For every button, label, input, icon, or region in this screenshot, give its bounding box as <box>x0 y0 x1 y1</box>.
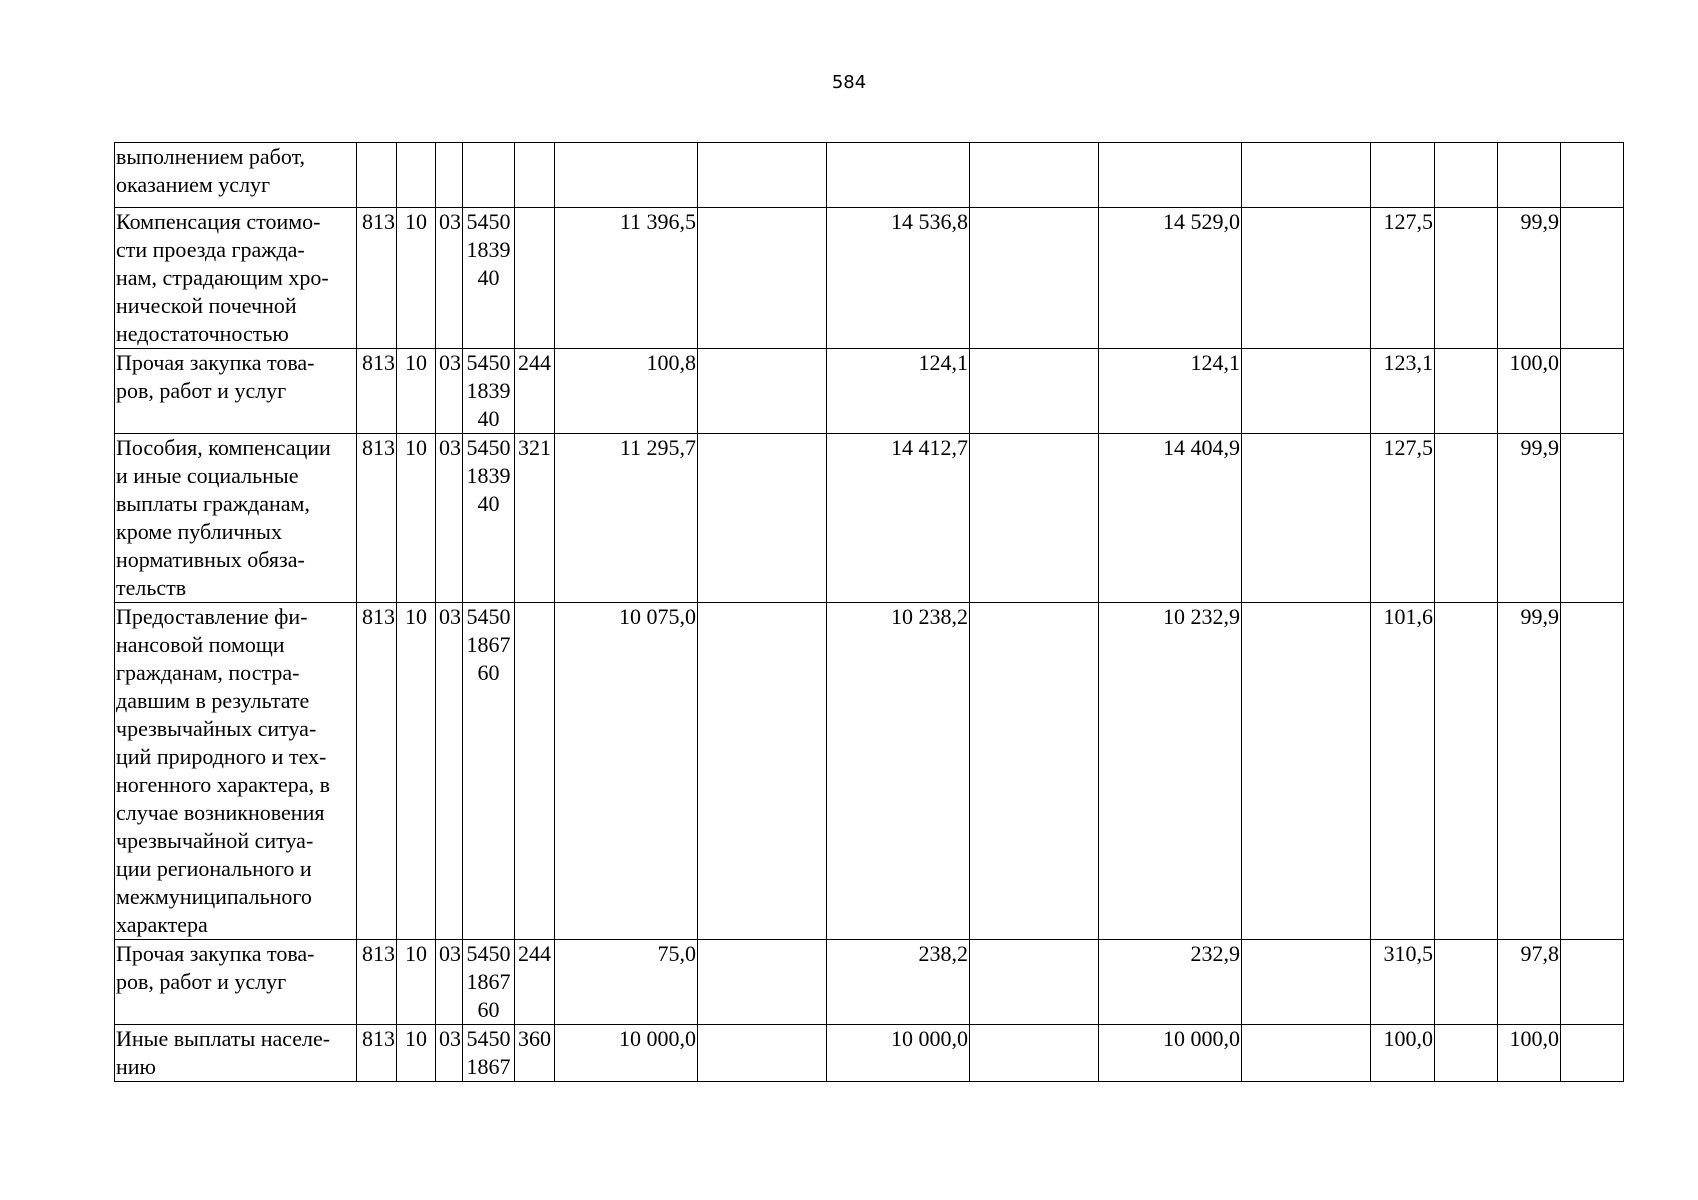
page-number: 584 <box>831 72 867 93</box>
cell-value-2: 124,1 <box>827 349 970 434</box>
cell-grbs: 813 <box>357 434 397 603</box>
cell-name <box>115 349 357 434</box>
name-line: выплаты гражданам, <box>116 491 310 516</box>
cell-value-5: 99,9 <box>1498 434 1561 603</box>
name-line: Прочая закупка това- <box>116 941 315 966</box>
empty-cell <box>1561 349 1624 434</box>
empty-cell <box>698 208 827 349</box>
empty-cell <box>1242 434 1371 603</box>
cell-grbs: 813 <box>357 1025 397 1082</box>
cell-expense-type: 244 <box>515 940 555 1025</box>
empty-cell <box>1435 603 1498 940</box>
empty-cell <box>1242 143 1371 208</box>
cell-value-3: 10 232,9 <box>1099 603 1242 940</box>
cell-value-1 <box>555 143 698 208</box>
target-article-line: 1867 <box>466 1054 511 1079</box>
empty-cell <box>1435 434 1498 603</box>
target-article-line: 1867 <box>466 632 511 657</box>
cell-value-2: 10 238,2 <box>827 603 970 940</box>
empty-cell <box>970 1025 1099 1082</box>
cell-grbs <box>357 143 397 208</box>
cell-name <box>115 603 357 940</box>
cell-name <box>115 940 357 1025</box>
target-article-line: 5450 <box>466 435 511 460</box>
name-line: чрезвычайной ситуа- <box>116 828 314 853</box>
cell-value-1: 100,8 <box>555 349 698 434</box>
cell-value-4: 123,1 <box>1371 349 1435 434</box>
empty-cell <box>1242 603 1371 940</box>
name-line: давшим в результате <box>116 688 310 713</box>
name-line: недостаточностью <box>116 321 289 346</box>
target-article-line: 40 <box>477 406 500 431</box>
target-article-line: 40 <box>477 491 500 516</box>
cell-value-5: 97,8 <box>1498 940 1561 1025</box>
name-line: Компенсация стоимо- <box>116 209 321 234</box>
empty-cell <box>698 603 827 940</box>
name-line: нам, страдающим хро- <box>116 265 329 290</box>
cell-target-article <box>463 349 515 434</box>
empty-cell <box>970 434 1099 603</box>
cell-subsection: 03 <box>436 208 463 349</box>
target-article-line: 60 <box>477 997 500 1022</box>
target-article-line: 60 <box>477 660 500 685</box>
empty-cell <box>698 349 827 434</box>
empty-cell <box>1561 940 1624 1025</box>
cell-name <box>115 434 357 603</box>
empty-cell <box>698 434 827 603</box>
empty-cell <box>698 940 827 1025</box>
empty-cell <box>1435 208 1498 349</box>
cell-grbs: 813 <box>357 349 397 434</box>
target-article-line: 5450 <box>466 1026 511 1051</box>
cell-value-1: 10 000,0 <box>555 1025 698 1082</box>
cell-grbs: 813 <box>357 603 397 940</box>
name-line: сти проезда гражда- <box>116 237 305 262</box>
table-row <box>115 143 1624 208</box>
cell-subsection: 03 <box>436 434 463 603</box>
cell-subsection: 03 <box>436 940 463 1025</box>
cell-value-1: 11 295,7 <box>555 434 698 603</box>
cell-value-2: 14 412,7 <box>827 434 970 603</box>
name-line: нансовой помощи <box>116 632 285 657</box>
cell-subsection: 03 <box>436 603 463 940</box>
cell-expense-type <box>515 143 555 208</box>
cell-expense-type <box>515 603 555 940</box>
cell-grbs: 813 <box>357 940 397 1025</box>
name-line: ции регионального и <box>116 856 312 881</box>
cell-value-1: 10 075,0 <box>555 603 698 940</box>
name-line: ров, работ и услуг <box>116 969 287 994</box>
name-line: чрезвычайных ситуа- <box>116 716 317 741</box>
empty-cell <box>970 603 1099 940</box>
cell-target-article <box>463 1025 515 1082</box>
cell-value-3: 232,9 <box>1099 940 1242 1025</box>
name-line: случае возникновения <box>116 800 325 825</box>
empty-cell <box>1435 349 1498 434</box>
cell-grbs: 813 <box>357 208 397 349</box>
name-line: выполнением работ, <box>116 144 306 169</box>
empty-cell <box>1561 208 1624 349</box>
cell-value-3: 124,1 <box>1099 349 1242 434</box>
target-article-line: 5450 <box>466 604 511 629</box>
cell-value-4: 101,6 <box>1371 603 1435 940</box>
cell-name <box>115 208 357 349</box>
empty-cell <box>1242 940 1371 1025</box>
cell-section: 10 <box>397 1025 436 1082</box>
cell-value-4: 127,5 <box>1371 434 1435 603</box>
name-line: Прочая закупка това- <box>116 350 315 375</box>
table-row <box>115 603 1624 940</box>
name-line: ров, работ и услуг <box>116 378 287 403</box>
name-line: Пособия, компенсации <box>116 435 331 460</box>
cell-subsection: 03 <box>436 349 463 434</box>
cell-section: 10 <box>397 940 436 1025</box>
empty-cell <box>698 143 827 208</box>
name-line: Иные выплаты населе- <box>116 1026 331 1051</box>
cell-subsection: 03 <box>436 1025 463 1082</box>
cell-value-3: 14 404,9 <box>1099 434 1242 603</box>
budget-table <box>114 142 1624 1082</box>
name-line: межмуниципального <box>116 884 312 909</box>
name-line: нию <box>116 1054 156 1079</box>
cell-expense-type: 244 <box>515 349 555 434</box>
empty-cell <box>1242 349 1371 434</box>
empty-cell <box>970 940 1099 1025</box>
empty-cell <box>1435 940 1498 1025</box>
table-row <box>115 940 1624 1025</box>
name-line: ций природного и тех- <box>116 744 327 769</box>
name-line: ногенного характера, в <box>116 772 330 797</box>
target-article-line: 40 <box>477 265 500 290</box>
cell-value-5: 100,0 <box>1498 1025 1561 1082</box>
target-article-line: 1867 <box>466 969 511 994</box>
name-line: оказанием услуг <box>116 172 271 197</box>
cell-section <box>397 143 436 208</box>
table-row <box>115 349 1624 434</box>
cell-value-5: 99,9 <box>1498 603 1561 940</box>
cell-value-2 <box>827 143 970 208</box>
table-row <box>115 208 1624 349</box>
target-article-line: 1839 <box>466 237 511 262</box>
empty-cell <box>1435 1025 1498 1082</box>
table-row <box>115 1025 1624 1082</box>
name-line: тельств <box>116 575 187 600</box>
cell-name <box>115 143 357 208</box>
target-article-line: 5450 <box>466 209 511 234</box>
cell-value-2: 10 000,0 <box>827 1025 970 1082</box>
cell-expense-type: 321 <box>515 434 555 603</box>
cell-value-2: 238,2 <box>827 940 970 1025</box>
name-line: и иные социальные <box>116 463 299 488</box>
empty-cell <box>1561 143 1624 208</box>
empty-cell <box>1435 143 1498 208</box>
empty-cell <box>970 208 1099 349</box>
cell-section: 10 <box>397 349 436 434</box>
cell-value-5 <box>1498 143 1561 208</box>
cell-subsection <box>436 143 463 208</box>
cell-target-article <box>463 208 515 349</box>
cell-target-article <box>463 940 515 1025</box>
cell-section: 10 <box>397 208 436 349</box>
cell-value-1: 75,0 <box>555 940 698 1025</box>
name-line: Предоставление фи- <box>116 604 308 629</box>
cell-target-article <box>463 434 515 603</box>
empty-cell <box>1561 434 1624 603</box>
table-body <box>115 143 1624 1082</box>
cell-expense-type <box>515 208 555 349</box>
empty-cell <box>1561 1025 1624 1082</box>
name-line: нормативных обяза- <box>116 547 305 572</box>
empty-cell <box>970 349 1099 434</box>
target-article-line: 5450 <box>466 350 511 375</box>
cell-name <box>115 1025 357 1082</box>
cell-value-4: 127,5 <box>1371 208 1435 349</box>
cell-value-4 <box>1371 143 1435 208</box>
empty-cell <box>1561 603 1624 940</box>
target-article-line: 5450 <box>466 941 511 966</box>
name-line: гражданам, постра- <box>116 660 300 685</box>
cell-value-5: 100,0 <box>1498 349 1561 434</box>
cell-value-4: 310,5 <box>1371 940 1435 1025</box>
cell-target-article <box>463 603 515 940</box>
cell-value-4: 100,0 <box>1371 1025 1435 1082</box>
name-line: нической почечной <box>116 293 297 318</box>
target-article-line: 1839 <box>466 463 511 488</box>
cell-section: 10 <box>397 434 436 603</box>
cell-value-1: 11 396,5 <box>555 208 698 349</box>
empty-cell <box>1242 1025 1371 1082</box>
cell-value-3 <box>1099 143 1242 208</box>
empty-cell <box>1242 208 1371 349</box>
empty-cell <box>970 143 1099 208</box>
cell-value-3: 14 529,0 <box>1099 208 1242 349</box>
target-article-line: 1839 <box>466 378 511 403</box>
cell-expense-type: 360 <box>515 1025 555 1082</box>
cell-value-2: 14 536,8 <box>827 208 970 349</box>
cell-value-3: 10 000,0 <box>1099 1025 1242 1082</box>
name-line: кроме публичных <box>116 519 282 544</box>
cell-value-5: 99,9 <box>1498 208 1561 349</box>
cell-target-article <box>463 143 515 208</box>
name-line: характера <box>116 912 208 937</box>
cell-section: 10 <box>397 603 436 940</box>
table-row <box>115 434 1624 603</box>
empty-cell <box>698 1025 827 1082</box>
